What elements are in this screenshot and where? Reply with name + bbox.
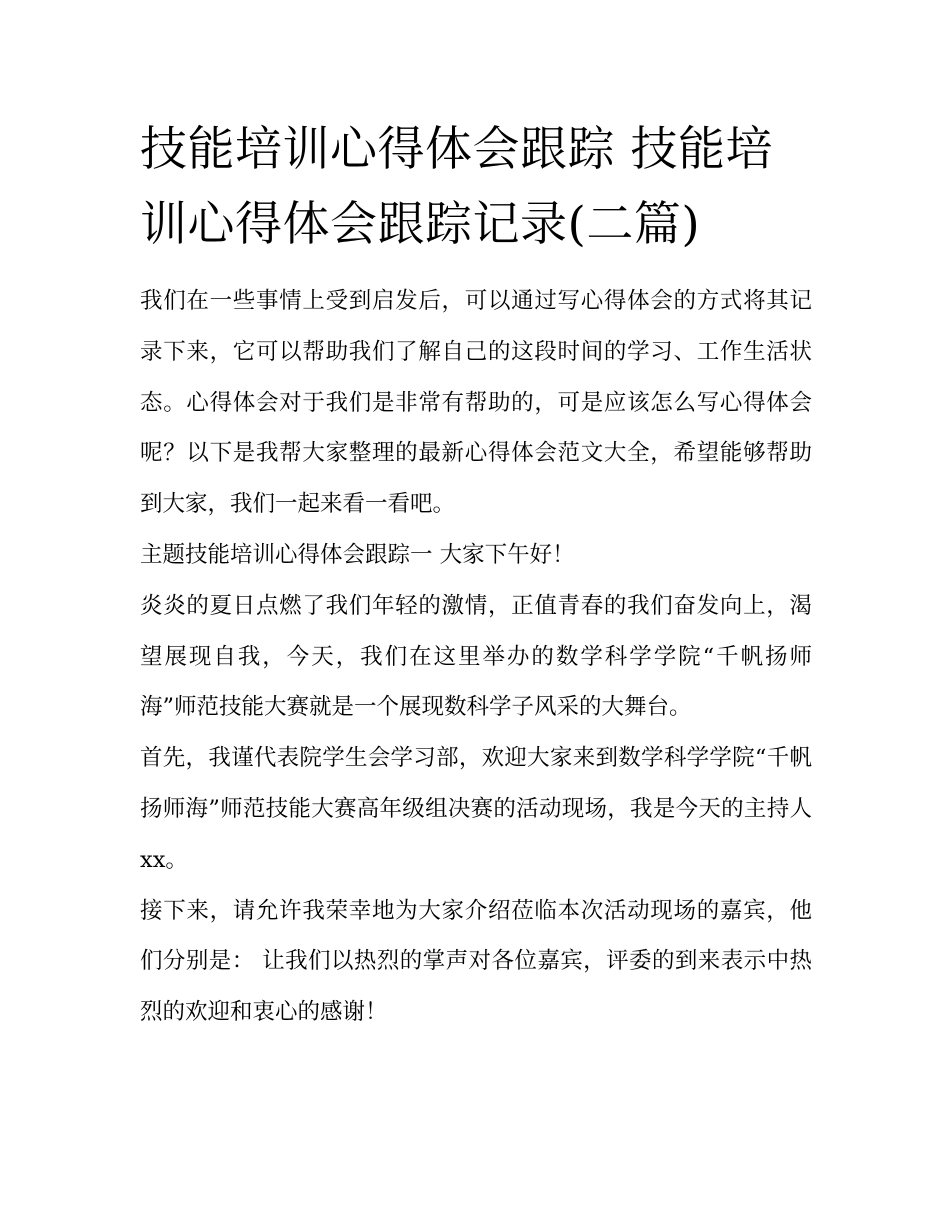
document-page <box>140 112 812 1038</box>
document-title: 技能培训心得体会跟踪 技能培训心得体会跟踪记录(二篇) <box>140 122 773 252</box>
paragraph-intro: 我们在一些事情上受到启发后，可以通过写心得体会的方式将其记录下来，它可以帮助我们了解自己的这段时间的学习、工作生活状态。心得体会对于我们是非常有帮助的，可是应该怎么写心得体会呢？以下是我帮大家整理的最新心得体会范文大全，希望能够帮助到大家，我们一起来看一看吧。 <box>140 288 812 518</box>
paragraph-guests: 接下来，请允许我荣幸地为大家介绍莅临本次活动现场的嘉宾，他们分别是： 让我们以热烈的掌声对各位嘉宾，评委的到来表示中热烈的欢迎和衷心的感谢！ <box>140 897 812 1026</box>
paragraph-topic-heading: 主题技能培训心得体会跟踪一 大家下午好！ <box>140 541 575 568</box>
paragraph-summer-passion: 炎炎的夏日点燃了我们年轻的激情，正值青春的我们奋发向上，渴望展现自我，今天，我们在这里举办的数学科学学院“千帆扬师海”师范技能大赛就是一个展现数科学子风采的大舞台。 <box>140 592 812 721</box>
paragraph-welcome: 首先，我谨代表院学生会学习部，欢迎大家来到数学科学学院“千帆扬师海”师范技能大赛高年级组决赛的活动现场，我是今天的主持人xx。 <box>140 745 812 873</box>
